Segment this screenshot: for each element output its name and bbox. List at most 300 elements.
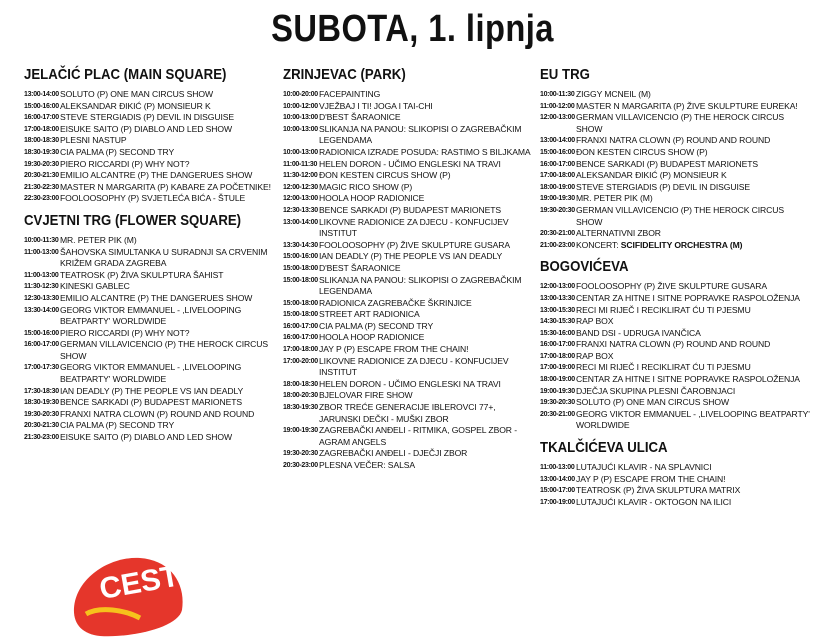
event-time: 13:00-14:00 <box>540 137 575 145</box>
event-name <box>576 170 810 182</box>
event-time: 18:00-19:00 <box>540 183 575 191</box>
event-name-text: TEATROSK (P) ŽIVA SKULPTURA ŠAHIST <box>60 269 224 280</box>
event-row <box>24 89 274 101</box>
event-name-text: CIA PALMA (P) SECOND TRY <box>60 146 175 157</box>
event-time: 11:00-13:00 <box>540 464 575 472</box>
event-name <box>60 420 274 432</box>
event-time: 22:30-23:00 <box>24 195 59 203</box>
event-time: 15:00-18:00 <box>283 299 318 307</box>
event-time: 12:00-13:00 <box>540 283 575 291</box>
event-time: 17:30-18:30 <box>24 387 59 395</box>
event-name-text: FOOLOOSOPHY (P) ŽIVE SKULPTURE GUSARA <box>576 281 767 292</box>
event-name-text: CIA PALMA (P) SECOND TRY <box>319 320 434 331</box>
event-row <box>283 205 533 217</box>
venue-section <box>540 258 810 432</box>
venue-section <box>283 66 533 472</box>
event-name-text: STEVE STERGIADIS (P) DEVIL IN DISGUISE <box>576 181 751 192</box>
event-name <box>60 328 274 340</box>
event-name <box>319 205 533 217</box>
event-name <box>319 321 533 333</box>
event-name-text: DJEČJA SKUPINA PLESNI ČAROBNJACI <box>576 385 736 396</box>
event-name-text: CIA PALMA (P) SECOND TRY <box>60 420 175 431</box>
event-name-text: BJELOVAR FIRE SHOW <box>319 390 413 401</box>
event-row <box>540 328 810 340</box>
event-row <box>540 205 810 228</box>
event-row <box>24 328 274 340</box>
event-time: 17:00-18:00 <box>24 125 59 133</box>
event-row <box>283 448 533 460</box>
event-name <box>60 147 274 159</box>
event-time: 15:00-17:00 <box>540 487 575 495</box>
event-name-text: KONCERT: <box>576 239 619 250</box>
event-time: 10:00-13:00 <box>283 148 318 156</box>
event-row <box>24 270 274 282</box>
event-name-text: HOOLA HOOP RADIONICE <box>319 332 425 343</box>
event-name-text: ZIGGY MCNEIL (M) <box>576 89 651 99</box>
column-2 <box>283 66 533 479</box>
event-name <box>576 409 810 432</box>
event-time: 20:30-21:30 <box>24 172 59 180</box>
event-name <box>60 170 274 182</box>
event-row <box>24 235 274 247</box>
event-name <box>319 112 533 124</box>
event-time: 15:00-16:00 <box>540 148 575 156</box>
event-row <box>283 170 533 182</box>
event-row <box>540 462 810 474</box>
event-time: 10:00-11:30 <box>24 236 59 244</box>
event-name-text: EISUKE SAITO (P) DIABLO AND LED SHOW <box>60 123 232 134</box>
event-name-text: EISUKE SAITO (P) DIABLO AND LED SHOW <box>60 432 232 443</box>
event-name-text: D'BEST ŠARAONICE <box>319 112 401 123</box>
event-name <box>319 356 533 379</box>
event-row <box>24 135 274 147</box>
event-time: 19:30-20:30 <box>540 206 575 214</box>
event-name-text: RAP BOX <box>576 316 614 327</box>
event-time: 11:30-12:00 <box>283 172 318 180</box>
event-name <box>576 101 810 113</box>
event-time: 18:00-19:00 <box>540 376 575 384</box>
event-row <box>540 485 810 497</box>
event-time: 10:00-20:00 <box>283 91 318 98</box>
event-time: 16:00-17:00 <box>540 160 575 168</box>
venue-heading: ZRINJEVAC (PARK) <box>283 66 406 83</box>
event-name <box>319 390 533 402</box>
event-name-text: ZBOR TREĆE GENERACIJE IBLEROVCI 77+, JARUNSKI DEČKI - MUŠKI ZBOR <box>319 402 496 424</box>
event-row <box>283 240 533 252</box>
event-name <box>60 135 274 147</box>
event-name-text: GEORG VIKTOR EMMANUEL - ,LIVELOOPING BEATPARTY' WORLDWIDE <box>576 408 810 431</box>
event-name <box>319 379 533 391</box>
venue-heading: JELAČIĆ PLAC (MAIN SQUARE) <box>24 66 227 83</box>
event-name <box>60 193 274 205</box>
event-name <box>576 228 810 240</box>
event-name <box>60 305 274 328</box>
event-name <box>576 386 810 398</box>
event-row <box>24 397 274 409</box>
event-time: 17:00-20:00 <box>283 357 318 365</box>
event-name-text: FACEPAINTING <box>319 89 381 99</box>
event-time: 19:30-20:30 <box>540 399 575 407</box>
event-row <box>540 112 810 135</box>
event-row <box>24 386 274 398</box>
event-row <box>24 362 274 385</box>
event-row <box>24 112 274 124</box>
event-name-text: HELEN DORON - UČIMO ENGLESKI NA TRAVI <box>319 378 501 389</box>
event-row <box>24 293 274 305</box>
event-name-text: FRANXI NATRA CLOWN (P) ROUND AND ROUND <box>576 135 771 146</box>
event-row <box>24 193 274 205</box>
event-row <box>540 147 810 159</box>
event-name <box>576 281 810 293</box>
event-name <box>576 462 810 474</box>
event-name-text: ZAGREBAČKI ANĐELI - RITMIKA, GOSPEL ZBOR - AGRAM ANGELS <box>319 425 517 447</box>
event-row <box>283 321 533 333</box>
event-row <box>540 135 810 147</box>
event-name <box>60 409 274 421</box>
event-row <box>283 309 533 321</box>
venue-section <box>24 212 274 444</box>
event-row <box>540 397 810 409</box>
event-name <box>576 485 810 497</box>
event-name-text: BENCE SARKADI (P) BUDAPEST MARIONETS <box>60 397 242 408</box>
event-time: 10:00-13:00 <box>283 125 318 133</box>
event-time: 12:00-13:00 <box>540 114 575 122</box>
event-name-text: PLESNA VEČER: SALSA <box>319 460 416 470</box>
event-row <box>283 402 533 425</box>
event-name <box>319 344 533 356</box>
venue-section <box>540 66 810 251</box>
event-name <box>576 497 810 509</box>
event-time: 15:30-16:00 <box>540 329 575 337</box>
event-time: 15:00-18:00 <box>283 264 318 272</box>
logo-text: CEST <box>96 559 182 607</box>
event-row <box>24 124 274 136</box>
event-name <box>576 240 810 252</box>
event-row <box>24 409 274 421</box>
event-name <box>576 351 810 363</box>
event-row <box>283 124 533 147</box>
column-3 <box>540 66 810 515</box>
event-name-text: RECI MI RIJEČ I RECIKLIRAT ĆU TI PJESMU <box>576 304 751 315</box>
event-name-text: ĐON KESTEN CIRCUS SHOW (P) <box>576 146 708 157</box>
event-time: 18:30-19:30 <box>283 404 318 412</box>
event-time: 14:30-15:30 <box>540 318 575 326</box>
event-row <box>24 281 274 293</box>
event-row <box>283 159 533 171</box>
event-name <box>319 251 533 263</box>
event-row <box>24 101 274 113</box>
event-name-text: BAND DSI - UDRUGA IVANČICA <box>576 327 701 338</box>
event-name-text: RADIONICA ZAGREBAČKE ŠKRINJICE <box>319 297 472 308</box>
event-name-text: MR. PETER PIK (M) <box>60 234 137 245</box>
event-name <box>319 263 533 275</box>
event-name-text: LIKOVNE RADIONICE ZA DJECU - KONFUCIJEV INSTITUT <box>319 216 509 239</box>
venue-heading: BOGOVIĆEVA <box>540 258 629 276</box>
event-name-text: ALTERNATIVNI ZBOR <box>576 228 661 239</box>
event-time: 15:00-18:00 <box>283 311 318 319</box>
event-row <box>283 112 533 124</box>
event-name-text: JAY P (P) ESCAPE FROM THE CHAIN! <box>319 344 469 355</box>
event-row <box>283 356 533 379</box>
event-name <box>576 293 810 305</box>
event-row <box>540 228 810 240</box>
event-name-text: HOOLA HOOP RADIONICE <box>319 193 425 204</box>
event-name-text: D'BEST ŠARAONICE <box>319 262 401 273</box>
venue-heading: TKALČIĆEVA ULICA <box>540 439 668 457</box>
event-name-text: SLIKANJA NA PANOU: SLIKOPISI O ZAGREBAČKIM LEGENDAMA <box>319 274 522 297</box>
event-row <box>540 339 810 351</box>
event-name <box>60 386 274 398</box>
event-name <box>576 159 810 171</box>
event-time: 19:30-20:30 <box>283 450 318 458</box>
event-time: 18:30-19:30 <box>24 148 59 156</box>
event-row <box>24 339 274 362</box>
event-name-text: MASTER N MARGARITA (P) ŽIVE SKULPTURE EUREKA! <box>576 100 798 111</box>
event-name <box>319 101 533 113</box>
event-time: 15:00-18:00 <box>283 276 318 284</box>
event-row <box>283 182 533 194</box>
event-name <box>319 240 533 252</box>
event-time: 12:30-13:30 <box>283 206 318 214</box>
event-name <box>576 182 810 194</box>
event-time: 10:00-12:00 <box>283 102 318 110</box>
event-name-text: TEATROSK (P) ŽIVA SKULPTURA MATRIX <box>576 485 741 496</box>
event-name-text: MAGIC RICO SHOW (P) <box>319 181 413 192</box>
event-time: 18:00-18:30 <box>283 380 318 388</box>
event-name-text: PIERO RICCARDI (P) WHY NOT? <box>60 327 190 338</box>
event-name <box>576 474 810 486</box>
event-name-text: FRANXI NATRA CLOWN (P) ROUND AND ROUND <box>60 408 255 419</box>
event-name-text: IAN DEADLY (P) THE PEOPLE VS IAN DEADLY <box>60 385 244 396</box>
event-time: 13:00-14:00 <box>24 91 59 98</box>
event-time: 21:00-23:00 <box>540 241 575 249</box>
event-name <box>60 247 274 270</box>
event-time: 19:30-20:30 <box>24 410 59 418</box>
event-name-text: SOLUTO (P) ONE MAN CIRCUS SHOW <box>60 89 213 99</box>
event-name <box>60 270 274 282</box>
event-name <box>319 309 533 321</box>
event-name-text: EMILIO ALCANTRE (P) THE DANGERUES SHOW <box>60 292 253 303</box>
event-row <box>24 170 274 182</box>
event-name <box>576 397 810 409</box>
event-name-text: RECI MI RIJEČ I RECIKLIRAT ĆU TI PJESMU <box>576 362 751 373</box>
event-row <box>540 374 810 386</box>
event-row <box>283 217 533 240</box>
event-name-text: FOOLOOSOPHY (P) ŽIVE SKULPTURE GUSARA <box>319 239 510 250</box>
event-time: 16:00-17:00 <box>24 341 59 349</box>
event-name-text: ĐON KESTEN CIRCUS SHOW (P) <box>319 170 451 181</box>
event-time: 13:30-14:30 <box>283 241 318 249</box>
event-name-text: GEORG VIKTOR EMMANUEL - ,LIVELOOPING BEATPARTY' WORLDWIDE <box>60 304 242 327</box>
event-name-text: LUTAJUĆI KLAVIR - OKTOGON NA ILICI <box>576 496 732 507</box>
event-row <box>283 101 533 113</box>
event-row <box>540 182 810 194</box>
event-name-text: PLESNI NASTUP <box>60 135 127 146</box>
event-row <box>283 147 533 159</box>
event-row <box>283 344 533 356</box>
event-name-text: CENTAR ZA HITNE I SITNE POPRAVKE RASPOLOŽENJA <box>576 374 800 385</box>
event-time: 13:00-14:00 <box>540 475 575 483</box>
event-name <box>60 293 274 305</box>
venue-section <box>24 66 274 205</box>
venue-heading: EU TRG <box>540 66 590 83</box>
event-name <box>60 235 274 247</box>
event-name <box>576 205 810 228</box>
event-time: 11:00-13:00 <box>24 271 59 279</box>
event-time: 17:00-17:30 <box>24 364 59 372</box>
event-time: 19:00-19:30 <box>283 427 318 435</box>
event-time: 10:00-13:00 <box>283 114 318 122</box>
event-name-text: LUTAJUĆI KLAVIR - NA SPLAVNICI <box>576 462 712 473</box>
event-name <box>576 339 810 351</box>
event-row <box>540 362 810 374</box>
event-time: 16:00-17:00 <box>283 322 318 330</box>
event-name-text: GERMAN VILLAVICENCIO (P) THE HEROCK CIRCUS SHOW <box>576 112 784 134</box>
event-name-text: PIERO RICCARDI (P) WHY NOT? <box>60 158 190 169</box>
event-name-text: KINESKI GABLEC <box>60 281 130 292</box>
event-name-text: RAP BOX <box>576 350 614 361</box>
event-name-text: HELEN DORON - UČIMO ENGLESKI NA TRAVI <box>319 158 501 169</box>
event-row <box>540 170 810 182</box>
event-row <box>283 251 533 263</box>
event-time: 17:00-18:00 <box>283 346 318 354</box>
event-time: 17:00-19:00 <box>540 364 575 372</box>
event-row <box>540 305 810 317</box>
event-row <box>24 432 274 444</box>
event-name <box>60 432 274 444</box>
event-name <box>576 147 810 159</box>
event-name-bold: SCIFIDELITY ORCHESTRA (M) <box>620 239 743 250</box>
event-row <box>24 182 274 194</box>
event-name-text: JAY P (P) ESCAPE FROM THE CHAIN! <box>576 473 726 484</box>
event-row <box>283 275 533 298</box>
event-name-text: MR. PETER PIK (M) <box>576 193 653 204</box>
event-name <box>319 89 533 101</box>
event-time: 12:00-12:30 <box>283 183 318 191</box>
event-row <box>283 89 533 101</box>
event-name <box>319 147 533 159</box>
event-name <box>60 339 274 362</box>
event-name-text: RADIONICA IZRADE POSUDA: RASTIMO S BILJKAMA <box>319 146 531 157</box>
event-name <box>60 124 274 136</box>
event-row <box>540 240 810 252</box>
event-name <box>60 159 274 171</box>
event-time: 15:00-16:00 <box>283 253 318 261</box>
event-name <box>319 217 533 240</box>
event-name-text: ALEKSANDAR ĐIKIĆ (P) MONSIEUR K <box>60 100 211 111</box>
event-name-text: GERMAN VILLAVICENCIO (P) THE HEROCK CIRCUS SHOW <box>576 204 784 227</box>
event-name-text: STEVE STERGIADIS (P) DEVIL IN DISGUISE <box>60 112 235 123</box>
event-row <box>24 247 274 270</box>
event-row <box>24 305 274 328</box>
event-name <box>60 281 274 293</box>
event-name-text: BENCE SARKADI (P) BUDAPEST MARIONETS <box>576 158 758 169</box>
event-row <box>540 316 810 328</box>
event-name-text: ALEKSANDAR ĐIKIĆ (P) MONSIEUR K <box>576 170 727 181</box>
event-row <box>283 193 533 205</box>
event-name-text: LIKOVNE RADIONICE ZA DJECU - KONFUCIJEV INSTITUT <box>319 355 509 378</box>
event-time: 18:00-20:30 <box>283 392 318 400</box>
event-name <box>60 182 274 194</box>
event-name <box>576 135 810 147</box>
event-name-text: FOOLOOSOPHY (P) SVJETLEĆA BIĆA - ŠTULE <box>60 193 246 204</box>
event-name <box>319 460 533 472</box>
event-name <box>576 316 810 328</box>
event-name <box>319 332 533 344</box>
event-name <box>319 193 533 205</box>
event-row <box>540 159 810 171</box>
event-name-text: ZAGREBAČKI ANĐELI - DJEČJI ZBOR <box>319 448 468 459</box>
event-name-text: CENTAR ZA HITNE I SITNE POPRAVKE RASPOLOŽENJA <box>576 292 800 303</box>
event-name-text: GEORG VIKTOR EMMANUEL - ,LIVELOOPING BEATPARTY' WORLDWIDE <box>60 362 242 385</box>
event-time: 16:00-17:00 <box>283 334 318 342</box>
event-time: 13:00-15:30 <box>540 306 575 314</box>
event-name <box>319 402 533 425</box>
event-name <box>319 425 533 448</box>
event-name-text: STREET ART RADIONICA <box>319 309 420 320</box>
event-name <box>319 448 533 460</box>
event-name-text: IAN DEADLY (P) THE PEOPLE VS IAN DEADLY <box>319 251 503 262</box>
event-row <box>540 497 810 509</box>
event-row <box>283 460 533 472</box>
event-time: 10:00-11:30 <box>540 91 575 98</box>
event-name-text: MASTER N MARGARITA (P) KABARE ZA POČETNIKE! <box>60 181 271 192</box>
event-name-text: EMILIO ALCANTRE (P) THE DANGERUES SHOW <box>60 170 253 181</box>
event-row <box>283 332 533 344</box>
event-time: 18:30-19:30 <box>24 399 59 407</box>
event-name <box>60 362 274 385</box>
event-name <box>319 298 533 310</box>
event-time: 16:00-17:00 <box>540 341 575 349</box>
event-time: 16:00-17:00 <box>24 114 59 122</box>
event-time: 20:30-21:30 <box>24 422 59 430</box>
event-row <box>540 409 810 432</box>
event-name <box>60 101 274 113</box>
event-time: 12:00-13:00 <box>283 195 318 203</box>
page-title: SUBOTA, 1. lipnja <box>271 8 554 50</box>
event-time: 19:00-19:30 <box>540 195 575 203</box>
event-time: 11:00-12:00 <box>540 102 575 110</box>
event-name-text: SOLUTO (P) ONE MAN CIRCUS SHOW <box>576 397 729 408</box>
event-name <box>576 89 810 101</box>
event-time: 11:00-11:30 <box>283 160 318 168</box>
event-time: 18:00-18:30 <box>24 137 59 145</box>
event-name <box>319 170 533 182</box>
event-time: 20:30-23:00 <box>283 462 318 469</box>
event-name-text: SLIKANJA NA PANOU: SLIKOPISI O ZAGREBAČKIM LEGENDAMA <box>319 123 522 146</box>
event-time: 21:30-22:30 <box>24 183 59 191</box>
event-time: 15:00-16:00 <box>24 329 59 337</box>
event-row <box>540 281 810 293</box>
event-row <box>24 147 274 159</box>
event-time: 19:00-19:30 <box>540 387 575 395</box>
event-row <box>283 390 533 402</box>
festival-logo-icon <box>70 548 188 638</box>
event-name <box>319 275 533 298</box>
column-1 <box>24 66 274 451</box>
event-name <box>576 305 810 317</box>
event-name <box>60 397 274 409</box>
event-row <box>283 298 533 310</box>
event-time: 12:30-13:30 <box>24 294 59 302</box>
event-time: 19:30-20:30 <box>24 160 59 168</box>
event-time: 17:00-18:00 <box>540 172 575 180</box>
event-name-text: ŠAHOVSKA SIMULTANKA U SURADNJI SA CRVENIM KRIŽEM GRADA ZAGREBA <box>60 246 268 269</box>
event-name <box>319 124 533 147</box>
event-time: 11:00-13:00 <box>24 248 59 256</box>
event-name <box>576 374 810 386</box>
event-row <box>283 379 533 391</box>
